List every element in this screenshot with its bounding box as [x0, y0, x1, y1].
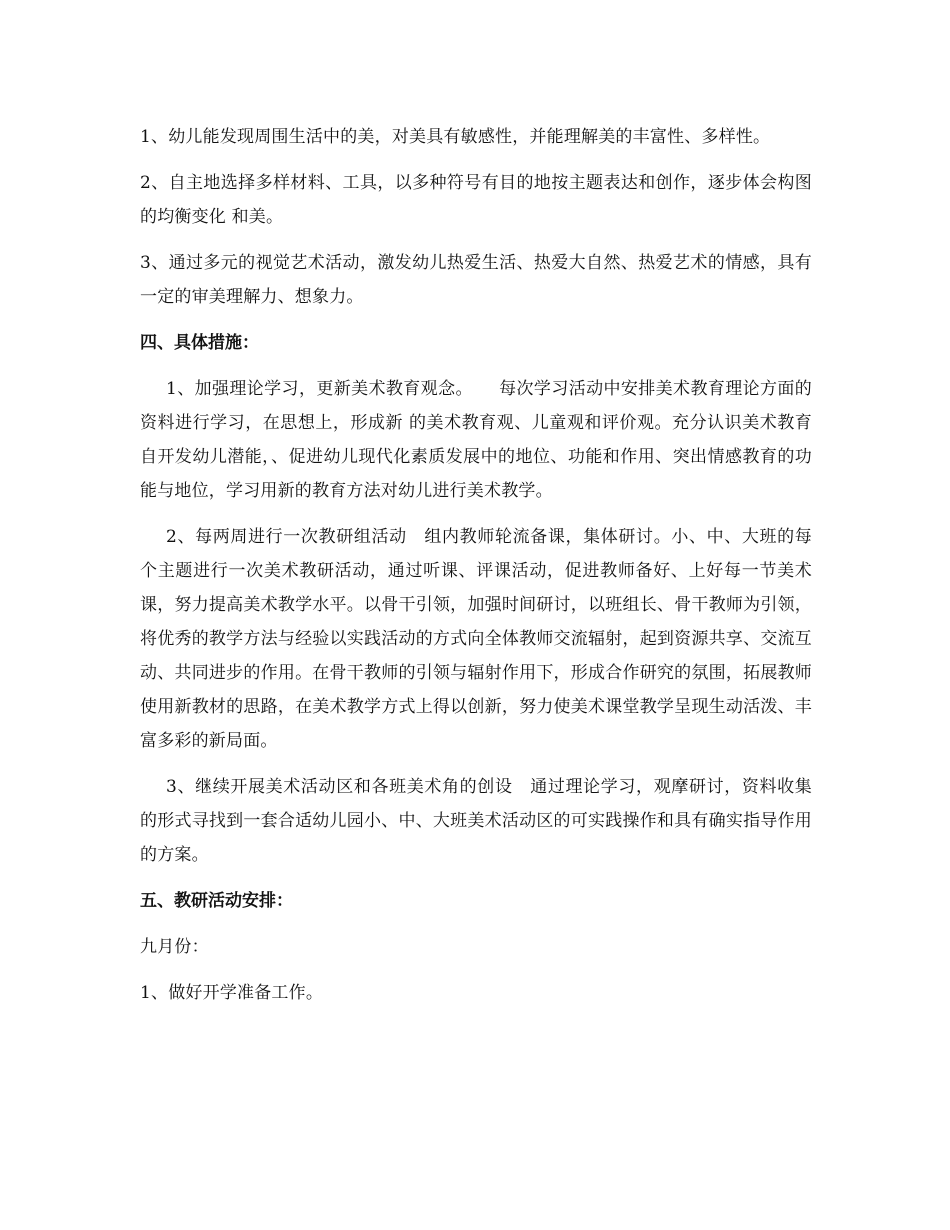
goal-paragraph-3: 3、通过多元的视觉艺术活动，激发幼儿热爱生活、热爱大自然、热爱艺术的情感，具有一定的审美理解力、想象力。 — [140, 253, 812, 307]
measure-paragraph-2: 2、每两周进行一次教研组活动 组内教师轮流备课，集体研讨。小、中、大班的每个主题进行一次美术教研活动，通过听课、评课活动，促进教师备好、上好每一节美术课，努力提高美术教学水平。以骨干引领，加强时间研讨，以班组长、骨干教师为引领，将优秀的教学方法与经验以实践活动的方式向全体教师交流辐射，起到资源共享、交流互动、共同进步的作用。在骨干教师的引领与辐射作用下，形成合作研究的氛围，拓展教师使用新教材的思路，在美术教学方式上得以创新，努力使美术课堂教学呈现生动活泼、丰富多彩的新局面。 — [140, 527, 812, 751]
measure-paragraph-3: 3、继续开展美术活动区和各班美术角的创设 通过理论学习，观摩研讨，资料收集的形式寻找到一套合适幼儿园小、中、大班美术活动区的可实践操作和具有确实指导作用的方案。 — [140, 777, 812, 865]
measure-paragraph-1: 1、加强理论学习，更新美术教育观念。 每次学习活动中安排美术教育理论方面的资料进行学习，在思想上，形成新 的美术教育观、儿童观和评价观。充分认识美术教育自开发幼儿潜能，、促进幼儿现代化素质发展中的地位、功能和作用、突出情感教育的功能与地位，学习用新的教育方法对幼儿进行美术教学。 — [140, 379, 812, 501]
document-page — [140, 120, 812, 1010]
section-heading-measures: 四、具体措施： — [140, 333, 259, 353]
goal-paragraph-2: 2、自主地选择多样材料、工具，以多种符号有目的地按主题表达和创作，逐步体会构图的均衡变化 和美。 — [140, 173, 812, 227]
month-label: 九月份： — [140, 937, 209, 957]
schedule-item-1: 1、做好开学准备工作。 — [140, 983, 324, 1003]
section-heading-schedule: 五、教研活动安排： — [140, 891, 293, 911]
goal-paragraph-1: 1、幼儿能发现周围生活中的美，对美具有敏感性，并能理解美的丰富性、多样性。 — [140, 127, 771, 147]
